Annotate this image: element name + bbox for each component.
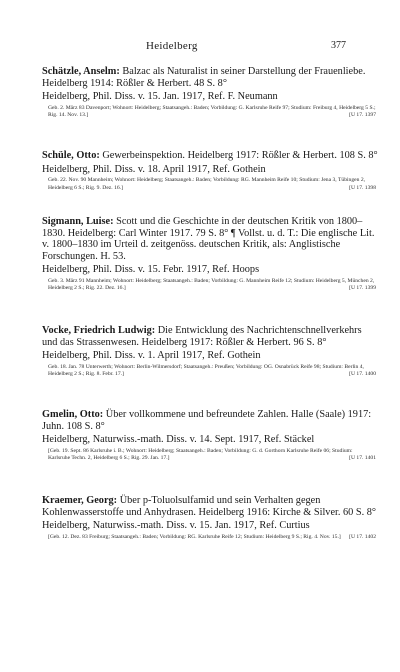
entry-signature: [U 17. 1401: [349, 455, 376, 462]
entry-dissertation-line: Heidelberg, Naturwiss.-math. Diss. v. 15. Jan. 1917, Ref. Curtius: [42, 520, 310, 531]
entry-vita: [36, 448, 378, 463]
entry-signature: [U 17. 1397: [349, 112, 376, 119]
entry-vita-text: Geb. 18. Jan. 78 Unterwerth; Wohnort: Berlin-Wilmersdorf; Staatsangeh.: Preußen; Vorbildung: OG. Osnabrück Reife 98; Studium: Berlin 4, Heidelberg 2 S.; Rig. 8. Febr. 17.]: [48, 363, 364, 378]
entry-author: Schätzle, Anselm:: [42, 66, 120, 77]
dissertation-entry: [36, 66, 378, 120]
entry-vita-text: Geb. 22. Nov. 90 Mannheim; Wohnort: Heidelberg; Staatsangeh.: Baden; Vorbildung: RG. Mannheim Reife 10; Studium: Jena 3, Tübingen 2, Heidelberg 6 S.; Rig. 9. Dez. 16.]: [48, 177, 366, 191]
entry-citation: [36, 66, 378, 89]
entry-vita: [36, 364, 378, 379]
entry-dissertation-line: Heidelberg, Naturwiss.-math. Diss. v. 14. Sept. 1917, Ref. Stäckel: [42, 434, 315, 445]
entry-vita: [36, 278, 378, 293]
entry-signature: [U 17. 1402: [349, 533, 376, 540]
entry-author: Vocke, Friedrich Ludwig:: [42, 325, 156, 336]
entry-citation: [36, 409, 378, 432]
entry-dissertation-line: Heidelberg, Phil. Diss. v. 18. April 1917, Ref. Gothein: [42, 163, 266, 175]
entry-work: Über vollkommene und befreundete Zahlen. Halle (Saale) 1917: Juhn. 108 S. 8°: [42, 409, 372, 432]
entry-vita: [36, 105, 378, 120]
entry-dissertation-line: Heidelberg, Phil. Diss. v. 15. Febr. 1917, Ref. Hoops: [42, 264, 260, 275]
entry-citation: [36, 216, 378, 262]
running-header: [120, 40, 346, 54]
entry-author: Sigmann, Luise:: [42, 216, 114, 227]
dissertation-entry: [36, 409, 378, 463]
entry-author: Gmelin, Otto:: [42, 409, 104, 420]
entry-signature: [U 17. 1400: [349, 371, 376, 378]
entry-citation: [36, 495, 378, 518]
entry-dissertation-line: Heidelberg, Phil. Diss. v. 1. April 1917, Ref. Gothein: [42, 350, 261, 361]
entry-vita-text: Geb. 3. März 91 Mannheim; Wohnort: Heidelberg; Staatsangeh.: Baden; Vorbildung: G. Mannheim Reife 12; Studium: Heidelberg 5, München 2, Heidelberg 2 S.; Rig. 22. Dez. 16.]: [48, 277, 375, 292]
entry-work: Über p-Toluolsulfamid und sein Verhalten gegen Kohlenwasserstoffe und Anhydrasen. Heidelberg 1916: Kirche & Silver. 60 S. 8°: [42, 495, 377, 518]
dissertation-entry: [36, 495, 378, 541]
entry-vita: [36, 534, 378, 542]
entry-signature: [U 17. 1399: [349, 285, 376, 292]
entry-work: Die Entwicklung des Nachrichtenschnellverkehrs und das Strassenwesen. Heidelberg 1917: Rößler & Herbert. 96 S. 8°: [42, 325, 362, 348]
entry-vita: [36, 177, 378, 192]
running-title: Heidelberg: [146, 40, 198, 52]
entry-author: Schüle, Otto:: [42, 150, 100, 161]
entry-work: Scott und die Geschichte in der deutschen Kritik von 1800–1830. Heidelberg: Carl Winter 1917. 79 S. 8° ¶ Vollst. u. d. T.: Die englische Lit. v. 1800–1830 im Urteil d. zeitgenöss. deutschen Kritik, als: Anglistische Forschungen. H. 53.: [42, 216, 375, 262]
entry-vita-text: Geb. 2. März 83 Davenport; Wohnort: Heidelberg; Staatsangeh.: Baden; Vorbildung: G. Karlsruhe Reife 97; Studium: Freiburg 4, Heidelberg 5 S.; Rig. 14. Nov. 13.]: [48, 104, 376, 119]
entry-citation: [36, 325, 378, 348]
entry-signature: [U 17. 1398: [349, 184, 376, 191]
dissertation-entry: [36, 216, 378, 293]
page-number: 377: [331, 40, 346, 51]
entry-vita-text: [Geb. 19. Sept. 86 Karlsruhe i. B.; Wohnort: Heidelberg; Staatsangeh.: Baden; Vorbildung: G. d. Gorthorn Karlsruhe Reife 06; Studium: Karlsruhe Techn. 2, Heidelberg 6 S.; Rig. 29. Jan. 17.]: [48, 447, 353, 462]
dissertation-entry: [36, 150, 378, 192]
entry-dissertation-line: Heidelberg, Phil. Diss. v. 15. Jan. 1917, Ref. F. Neumann: [42, 91, 278, 102]
entry-author: Kraemer, Georg:: [42, 495, 118, 506]
entry-work: Gewerbeinspektion. Heidelberg 1917: Rößler & Herbert. 108 S. 8°: [102, 150, 378, 161]
dissertation-entry: [36, 325, 378, 379]
entry-vita-text: [Geb. 12. Dez. 83 Freiburg; Staatsangeh.: Baden; Vorbildung: RG. Karlsruhe Reife 12; Studium: Heidelberg 9 S.; Rig. 4. Nov. 15.]: [48, 533, 341, 540]
entry-citation: [36, 150, 378, 162]
entry-work: Balzac als Naturalist in seiner Darstellung der Frauenliebe. Heidelberg 1914: Rößler & Herbert. 48 S. 8°: [42, 66, 366, 89]
